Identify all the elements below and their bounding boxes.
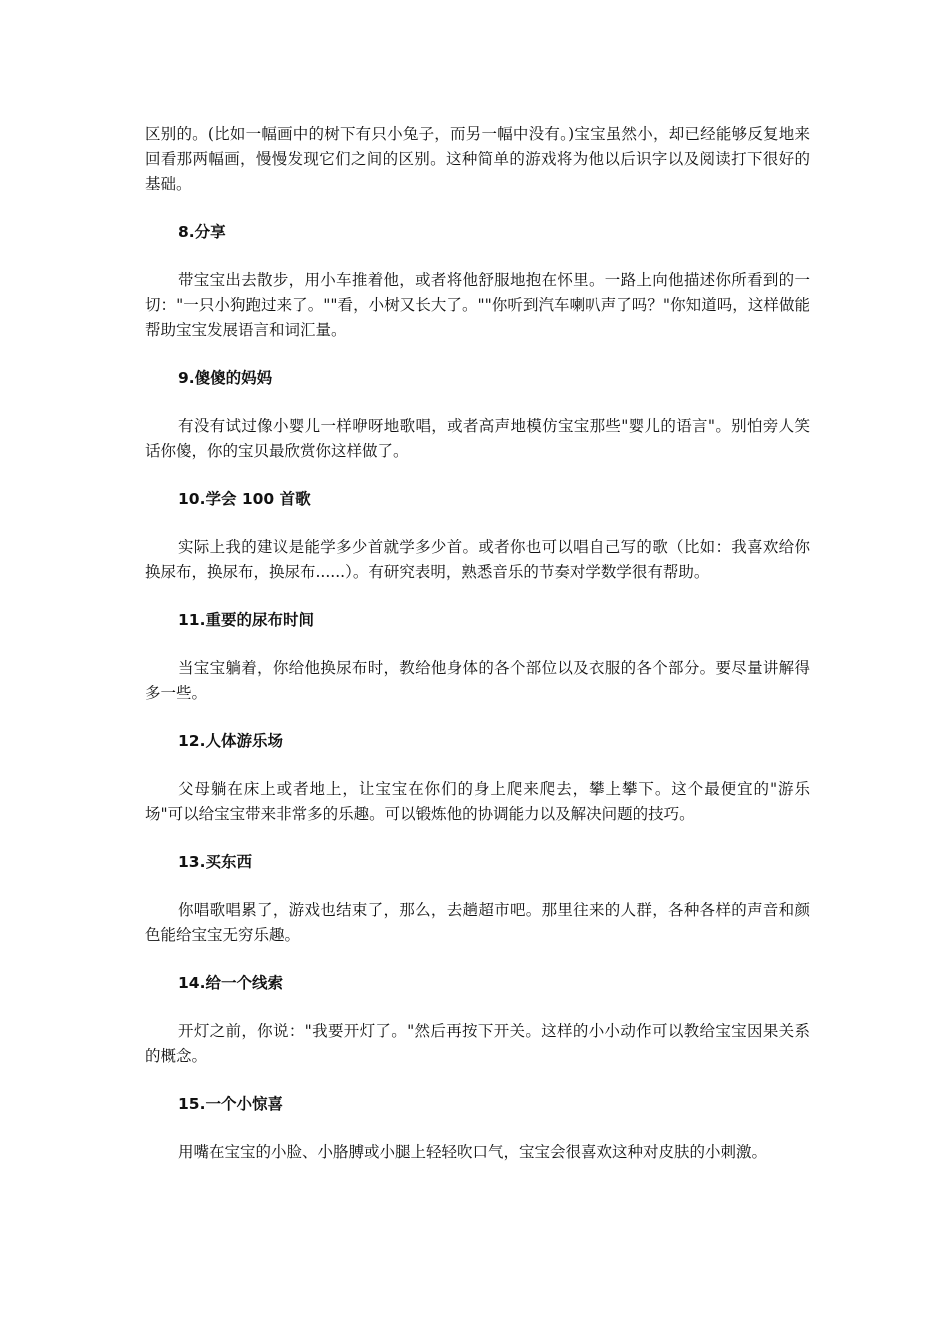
- spacer: [145, 391, 810, 414]
- spacer: [145, 996, 810, 1019]
- spacer: [145, 827, 810, 850]
- section-body-8: 带宝宝出去散步，用小车推着他，或者将他舒服地抱在怀里。一路上向他描述你所看到的一切："一只小狗跑过来了。""看，小树又长大了。""你听到汽车喇叭声了吗？"你知道吗，这样做能帮助宝宝发展语言和词汇量。: [145, 271, 810, 339]
- spacer: [145, 512, 810, 535]
- spacer: [145, 754, 810, 777]
- section-body-10: 实际上我的建议是能学多少首就学多少首。或者你也可以唱自己写的歌（比如：我喜欢给你换尿布，换尿布，换尿布......）。有研究表明，熟悉音乐的节奏对学数学很有帮助。: [145, 538, 810, 581]
- section-body-15: 用嘴在宝宝的小脸、小胳膊或小腿上轻轻吹口气，宝宝会很喜欢这种对皮肤的小刺激。: [178, 1143, 768, 1161]
- section-body-14: 开灯之前，你说："我要开灯了。"然后再按下开关。这样的小小动作可以教给宝宝因果关系的概念。: [145, 1022, 810, 1065]
- spacer: [145, 245, 810, 268]
- section-heading-14: 14.给一个线索: [178, 974, 283, 992]
- section-heading-10: 10.学会 100 首歌: [178, 490, 311, 508]
- spacer: [145, 585, 810, 608]
- spacer: [145, 464, 810, 487]
- spacer: [145, 343, 810, 366]
- section-body-12: 父母躺在床上或者地上，让宝宝在你们的身上爬来爬去，攀上攀下。这个最便宜的"游乐场"可以给宝宝带来非常多的乐趣。可以锻炼他的协调能力以及解决问题的技巧。: [145, 780, 810, 823]
- section-heading-13: 13.买东西: [178, 853, 252, 871]
- section-heading-15: 15.一个小惊喜: [178, 1095, 283, 1113]
- section-heading-8: 8.分享: [178, 223, 226, 241]
- section-heading-11: 11.重要的尿布时间: [178, 611, 314, 629]
- section-heading-9: 9.傻傻的妈妈: [178, 369, 273, 387]
- intro-paragraph: 区别的。(比如一幅画中的树下有只小兔子，而另一幅中没有。)宝宝虽然小，却已经能够反复地来回看那两幅画，慢慢发现它们之间的区别。这种简单的游戏将为他以后识字以及阅读打下很好的基础。: [145, 125, 810, 193]
- document-body: [145, 122, 810, 1165]
- spacer: [145, 197, 810, 220]
- spacer: [145, 633, 810, 656]
- spacer: [145, 706, 810, 729]
- section-body-9: 有没有试过像小婴儿一样咿呀地歌唱，或者高声地模仿宝宝那些"婴儿的语言"。别怕旁人笑话你傻，你的宝贝最欣赏你这样做了。: [145, 417, 810, 460]
- spacer: [145, 875, 810, 898]
- spacer: [145, 1117, 810, 1140]
- section-body-13: 你唱歌唱累了，游戏也结束了，那么，去趟超市吧。那里往来的人群，各种各样的声音和颜色能给宝宝无穷乐趣。: [145, 901, 810, 944]
- section-heading-12: 12.人体游乐场: [178, 732, 283, 750]
- spacer: [145, 948, 810, 971]
- spacer: [145, 1069, 810, 1092]
- section-body-11: 当宝宝躺着，你给他换尿布时，教给他身体的各个部位以及衣服的各个部分。要尽量讲解得多一些。: [145, 659, 810, 702]
